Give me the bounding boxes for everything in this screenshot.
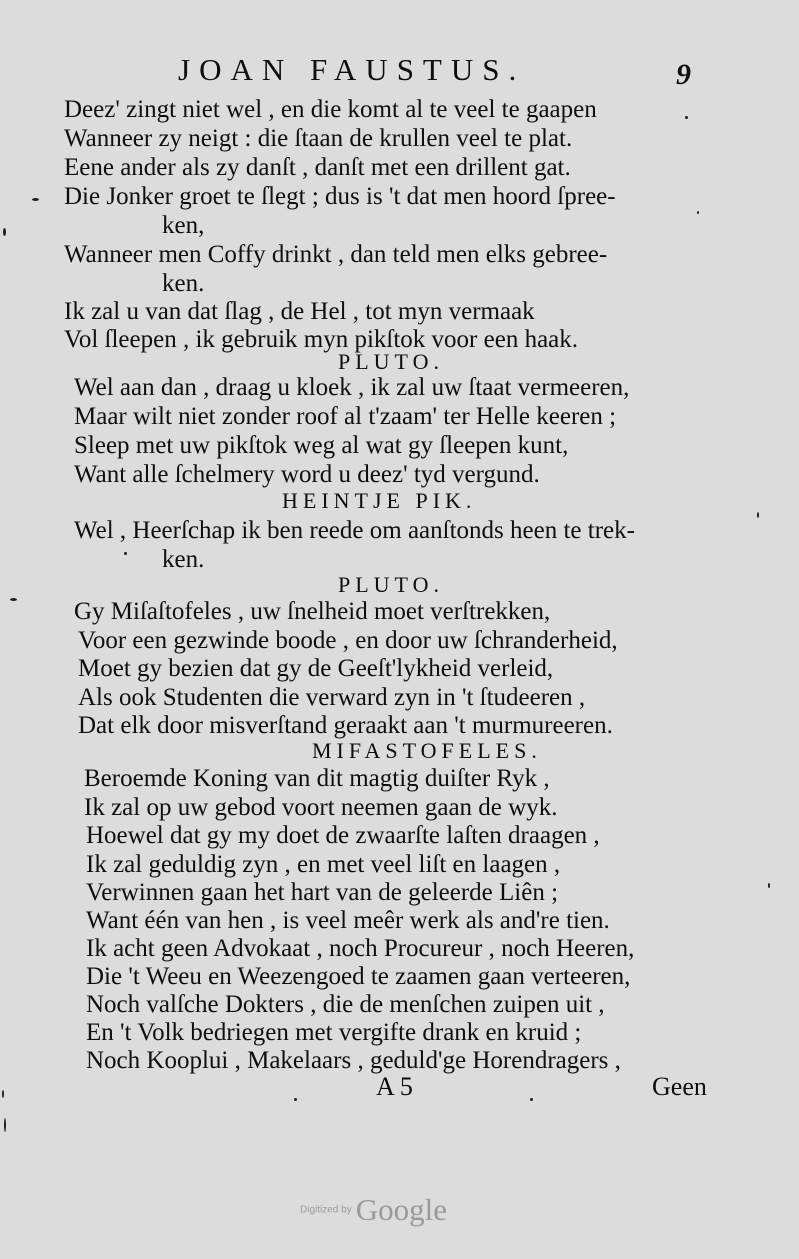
- verse-line: Hoewel dat gy my doet de zwaarſte laſten draagen ,: [86, 822, 600, 849]
- verse-line: Verwinnen gaan het hart van de geleerde Liên ;: [86, 879, 559, 906]
- verse-line: Noch Kooplui , Makelaars , geduld'ge Horendragers ,: [86, 1047, 621, 1074]
- ink-speck: [4, 1118, 6, 1132]
- verse-line: Die Jonker groet te ſlegt ; dus is 't dat men hoord ſpree-: [64, 183, 616, 210]
- verse-line: En 't Volk bedriegen met vergifte drank en kruid ;: [86, 1019, 582, 1046]
- verse-line: Vol ſleepen , ik gebruik myn pikſtok voor een haak.: [64, 326, 579, 353]
- ink-speck: [685, 116, 688, 119]
- verse-line: Ik zal u van dat ſlag , de Hel , tot myn vermaak: [64, 298, 535, 325]
- speaker-heading: PLUTO.: [338, 349, 444, 374]
- verse-line: Moet gy bezien dat gy de Geeſt'lykheid verleid,: [78, 655, 554, 682]
- verse-line: Ik zal op uw gebod voort neemen gaan de wyk.: [84, 794, 558, 821]
- verse-line: Die 't Weeu en Weezengoed te zaamen gaan verteeren,: [86, 963, 631, 990]
- verse-line: Wel aan dan , draag u kloek , ik zal uw ſtaat vermeeren,: [74, 374, 630, 401]
- verse-line: Ik zal geduldig zyn , en met veel liſt en laagen ,: [86, 851, 561, 878]
- verse-line: ken,: [162, 212, 205, 239]
- page-number: 9: [676, 58, 691, 91]
- catchword: Geen: [652, 1072, 707, 1101]
- watermark-prefix: Digitized by: [300, 1204, 352, 1216]
- speaker-heading: PLUTO.: [338, 572, 444, 597]
- verse-line: ken.: [162, 546, 205, 573]
- ink-speck: [3, 228, 6, 236]
- verse-line: Beroemde Koning van dit magtig duiſter Ryk ,: [84, 765, 550, 792]
- verse-line: Deez' zingt niet wel , en die komt al te veel te gaapen: [64, 96, 597, 123]
- ink-speck: [124, 552, 127, 555]
- speaker-heading: HEINTJE PIK.: [282, 488, 477, 513]
- verse-line: Ik acht geen Advokaat , noch Procureur , noch Heeren,: [86, 935, 635, 962]
- ink-speck: [530, 1098, 533, 1101]
- ink-speck: [294, 1098, 297, 1101]
- ink-speck: [2, 1090, 4, 1098]
- verse-line: Als ook Studenten die verward zyn in 't ſtudeeren ,: [78, 684, 586, 711]
- verse-line: Wanneer zy neigt : die ſtaan de krullen veel te plat.: [64, 125, 573, 152]
- ink-speck: [32, 198, 39, 201]
- verse-line: Maar wilt niet zonder roof al t'zaam' ter Helle keeren ;: [74, 403, 617, 430]
- verse-line: Sleep met uw pikſtok weg al wat gy ſleepen kunt,: [74, 432, 569, 459]
- google-logo: Google: [355, 1192, 447, 1227]
- verse-line: ken.: [162, 270, 205, 297]
- verse-line: Noch valſche Dokters , die de menſchen zuipen uit ,: [86, 991, 605, 1018]
- ink-speck: [10, 598, 17, 601]
- ink-speck: [768, 883, 770, 888]
- ink-speck: [697, 211, 699, 214]
- digitization-watermark: [300, 1192, 447, 1228]
- ink-speck: [757, 512, 759, 518]
- verse-line: Wel , Heerſchap ik ben reede om aanſtonds heen te trek-: [74, 517, 635, 544]
- running-title: JOAN FAUSTUS.: [178, 52, 526, 87]
- verse-line: Voor een gezwinde boode , en door uw ſchranderheid,: [78, 627, 618, 654]
- verse-line: Gy Miſaſtofeles , uw ſnelheid moet verſtrekken,: [74, 598, 551, 625]
- verse-line: Dat elk door misverſtand geraakt aan 't murmureeren.: [78, 712, 613, 739]
- speaker-heading: MIFASTOFELES.: [312, 738, 542, 763]
- verse-line: Eene ander als zy danſt , danſt met een drillent gat.: [64, 154, 571, 181]
- verse-line: Want één van hen , is veel meêr werk als and're tien.: [86, 907, 610, 934]
- signature-mark: A 5: [376, 1072, 413, 1101]
- verse-line: Wanneer men Coffy drinkt , dan teld men elks gebree-: [64, 241, 608, 268]
- verse-line: Want alle ſchelmery word u deez' tyd vergund.: [74, 461, 540, 488]
